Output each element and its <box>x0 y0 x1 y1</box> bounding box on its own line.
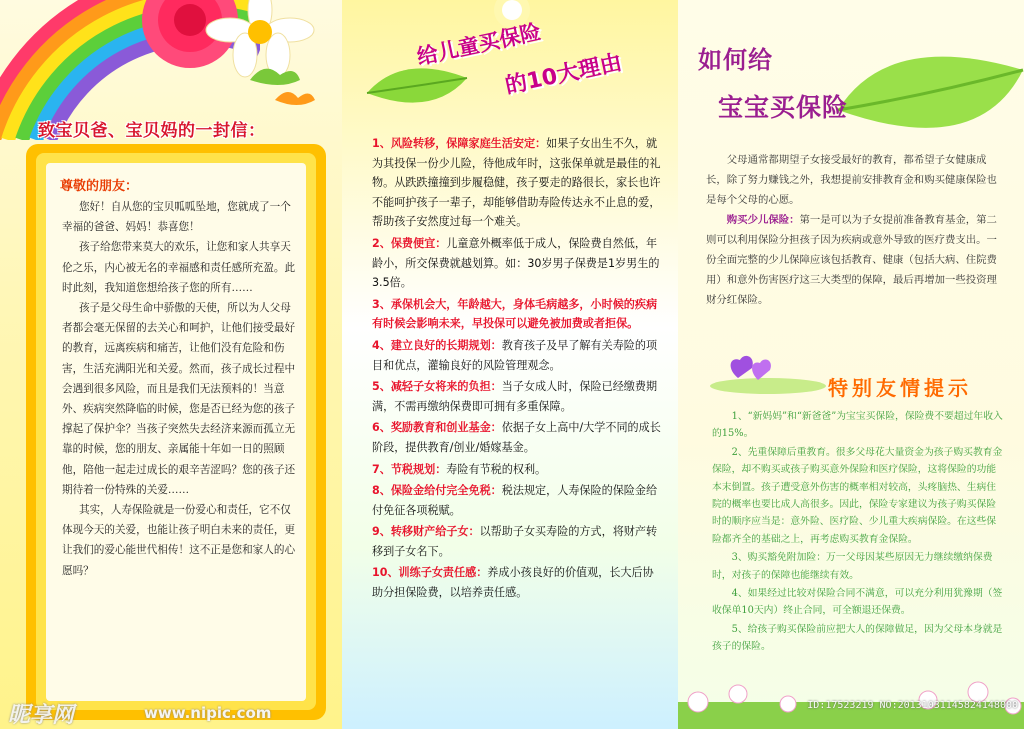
reason-item: 5、减轻子女将来的负担：当子女成人时，保险已经缴费期满，不需再缴纳保费即可拥有多重保障。 <box>372 380 658 413</box>
tip-item: 3、购买豁免附加险：万一父母因某些原因无力继续缴纳保费时，对孩子的保障也能继续有效。 <box>712 552 993 581</box>
reason-item: 10、训练子女责任感：养成小孩良好的价值观，长大后协助分担保险费，以培养责任感。 <box>372 566 654 600</box>
how-text <box>706 150 1004 310</box>
reason-item: 7、节税规划：寿险有节税的权利。 <box>372 462 547 476</box>
letter-panel <box>0 0 342 729</box>
leaf-icon-large <box>828 40 1024 150</box>
reasons-title-line2: 的10大理由 <box>503 50 625 100</box>
tip-item: 1、“新妈妈”和“新爸爸”为宝宝买保险，保险费不要超过年收入的15%。 <box>712 411 1003 440</box>
tips-list <box>712 408 1004 657</box>
watermark-logo: 昵享网 <box>8 703 75 728</box>
reason-item: 2、保费便宜：儿童意外概率低于成人，保险费自然低，年龄小，所交保费就越划算。如：30岁男子保费是1岁男生的3.5倍。 <box>372 236 660 290</box>
letter-paragraph: 孩子给您带来莫大的欢乐，让您和家人共享天伦之乐，内心被无名的幸福感和责任感所充盈。此时此刻，我知道您想给孩子您的所有…… <box>62 241 296 294</box>
letter-body <box>62 197 296 581</box>
tips-title: 特别友情提示 <box>828 376 972 400</box>
letter-paragraph: 其实，人寿保险就是一份爱心和责任，它不仅体现今天的关爱，也能让孩子明白未来的责任，更让我们的爱心能世代相传！这不正是您和家人的心愿吗？ <box>62 504 296 577</box>
reason-item: 1、风险转移，保障家庭生活安定：如果子女出生不久，就为其投保一份少儿险，待他成年时，这张保单就是最佳的礼物。从跌跌撞撞到步履稳健，孩子要走的路很长，家长也许不能呵护孩子一辈子，却能够借助寿险传达永不止息的爱，帮助孩子安然度过每一个难关。 <box>372 137 661 229</box>
reason-item: 4、建立良好的长期规划：教育孩子及早了解有关寿险的项目和优点，灌输良好的风险管理观念。 <box>372 338 658 372</box>
how-panel <box>678 0 1024 729</box>
tip-item: 2、先重保障后重教育。很多父母花大量资金为孩子购买教育金保险，却不购买或孩子购买意外保险和医疗保险，这将保险的功能本末倒置。孩子遭受意外伤害的概率相对较高，头疼脑热、生病住院的概率也要比成人高很多。因此，保险专家建议为孩子购买保险时的顺序应当是：意外险、医疗险、少儿重大疾病保险。在这些保险都齐全的基础之上，再考虑购买教育金保险。 <box>712 446 1003 545</box>
letter-paragraph: 您好！自从您的宝贝呱呱坠地，您就成了一个幸福的爸爸、妈妈！恭喜您！ <box>62 201 291 234</box>
bird-icon-orange <box>270 80 320 120</box>
hearts-grass-icon <box>708 348 828 394</box>
watermark-url: www.nipic.com <box>144 704 272 722</box>
reasons-list <box>372 134 662 605</box>
how-title-line2: 宝宝买保险 <box>718 93 849 122</box>
how-intro: 父母通常都期望子女接受最好的教育，都希望子女健康成长，除了努力赚钱之外，我想提前安排教育金和购买健康保险也是每个父母的心愿。 <box>706 154 997 206</box>
reason-item: 9、转移财产给子女：以帮助子女买寿险的方式，将财产转移到子女名下。 <box>372 525 658 558</box>
reasons-panel <box>342 0 678 729</box>
tip-item: 5、给孩子购买保险前应把大人的保障做足，因为父母本身就是孩子的保险。 <box>712 623 1003 653</box>
reason-item: 3、承保机会大，年龄越大，身体毛病越多，小时候的疾病有时候会影响未来，早投保可以避免被加费或者拒保。 <box>372 297 658 331</box>
tip-item: 4、如果经过比较对保险合同不满意，可以充分利用犹豫期（签收保单10天内）终止合同，可全额退还保费。 <box>712 588 1003 617</box>
how-section-label: 购买少儿保险： <box>726 214 800 226</box>
letter-greeting: 尊敬的朋友： <box>60 179 139 194</box>
reasons-title-line1: 给儿童买保险 <box>414 19 544 70</box>
leaf-icon <box>362 58 472 118</box>
how-title-line1: 如何给 <box>698 46 773 74</box>
reason-item: 8、保险金给付完全免税：税法规定，人寿保险的保险金给付免征各项税赋。 <box>372 484 658 517</box>
letter-paragraph: 孩子是父母生命中骄傲的天使，所以为人父母者都会毫无保留的去关心和呵护，让他们接受最好的教育，远离疾病和痛苦，让他们没有危险和伤害，生活充满阳光和关爱。然而，孩子成长过程中会遇到很多风险，而且是我们无法预料的！当意外、疾病突然降临的时候，您是否已经为您的孩子撑起了保护伞？当孩子突然失去经济来源而孤立无靠的时候，您的朋友、亲属能十年如一日的照顾他，陪他一起走过成长的艰辛苦涩吗？您的孩子还期待着一份特殊的关爱…… <box>62 302 296 496</box>
how-section: 购买少儿保险：第一是可以为子女提前准备教育基金，第二则可以利用保险分担孩子因为疾病或意外导致的医疗费支出。一份全面完整的少儿保障应该包括教育、健康（包括大病、住院费用）和意外伤害医疗这三大类型的保障，最后再增加一些投资理财分红保险。 <box>706 214 997 306</box>
reason-item: 6、奖励教育和创业基金：依据子女上高中/大学不同的成长阶段，提供教育/创业/婚嫁基金。 <box>372 421 661 454</box>
watermark-id: ID:17523219 NO:20131031145824148000 <box>807 700 1018 711</box>
letter-title: 致宝贝爸、宝贝妈的一封信： <box>38 121 266 141</box>
